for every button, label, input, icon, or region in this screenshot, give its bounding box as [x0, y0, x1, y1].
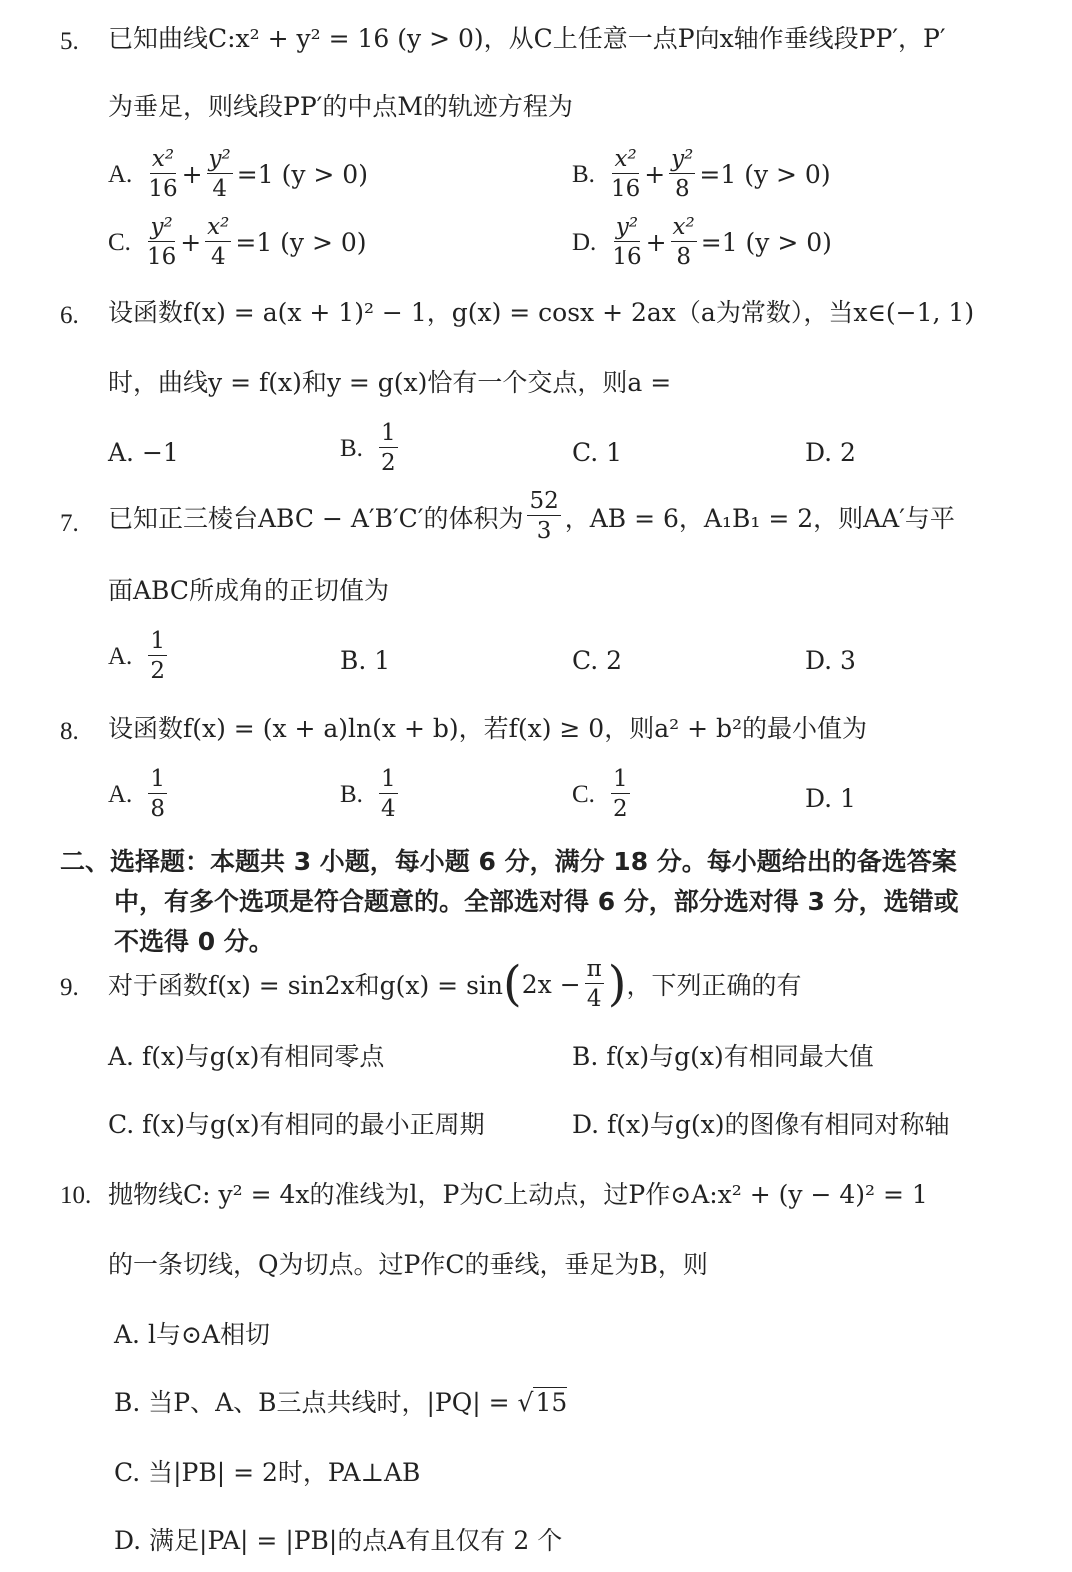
fraction: $\frac{1}{2}$	[612, 766, 628, 822]
q7-option-a[interactable]	[108, 630, 171, 683]
q10-stem-line2: 的一条切线，Q为切点。过P作C的垂线，垂足为B，则	[108, 1250, 708, 1279]
q8-option-a[interactable]	[108, 768, 171, 821]
option-label: B.	[572, 160, 595, 188]
q5-option-a[interactable]: A. $\frac{\text{x²}}{16}$ + $\frac{\text{y²}}{4}$ =1 (y > 0)	[108, 146, 368, 202]
q8-option-b[interactable]	[340, 768, 402, 821]
q9-option-b[interactable]: B. f(x)与g(x)有相同最大值	[572, 1042, 874, 1071]
q6-option-c[interactable]: C. 1	[572, 438, 623, 467]
q5-number: 5.	[60, 28, 79, 55]
fraction: $\frac{\text{y²}}{4}$	[208, 146, 231, 202]
section-heading-line1: 二、选择题：本题共 3 小题，每小题 6 分，满分 18 分。每小题给出的备选答案	[60, 847, 957, 876]
option-label: C.	[572, 780, 595, 808]
option-label: A.	[108, 780, 133, 808]
fraction: $\frac{1}{2}$	[380, 420, 396, 476]
q9-option-a[interactable]: A. f(x)与g(x)有相同零点	[108, 1042, 385, 1071]
q6-option-a[interactable]: A. −1	[108, 438, 179, 467]
equation-tail: =1 (y > 0)	[235, 228, 367, 257]
q6-number: 6.	[60, 302, 79, 329]
fraction: $\frac{\text{x²}}{4}$	[207, 214, 230, 270]
fraction: $\frac{\text{y²}}{16}$	[146, 214, 177, 270]
q6-option-b[interactable]	[340, 422, 402, 475]
option-label: D.	[572, 228, 597, 256]
q6-stem-line1: 设函数f(x) = a(x + 1)² − 1，g(x) = cosx + 2ax（a为常数），当x∈(−1, 1)	[108, 298, 975, 327]
q9-option-d[interactable]: D. f(x)与g(x)的图像有相同对称轴	[572, 1110, 950, 1139]
fraction: $\frac{1}{2}$	[150, 628, 165, 684]
equation-tail: =1 (y > 0)	[699, 160, 831, 189]
q9-number: 9.	[60, 974, 79, 1001]
q7-option-b[interactable]: B. 1	[340, 646, 391, 675]
equation-tail: =1 (y > 0)	[700, 228, 832, 257]
section-heading-line3: 不选得 0 分。	[114, 927, 274, 956]
fraction: $\frac{\text{x²}}{16}$	[148, 146, 178, 202]
fraction: $\frac{\text{y²}}{16}$	[612, 214, 642, 270]
q8-stem: 设函数f(x) = (x + a)ln(x + b)，若f(x) ≥ 0，则a² + b²的最小值为	[108, 714, 867, 743]
fraction: $\frac{1}{4}$	[380, 766, 396, 822]
q8-option-c[interactable]	[572, 768, 634, 821]
option-label: C.	[108, 228, 131, 256]
q5-stem-line2: 为垂足，则线段PP′的中点M的轨迹方程为	[108, 92, 573, 121]
option-label: A.	[108, 160, 133, 188]
q6-option-d[interactable]: D. 2	[805, 438, 856, 467]
fraction: $\frac{52}{3}$	[529, 488, 559, 544]
q10-option-c[interactable]: C. 当|PB| = 2时，PA⊥AB	[114, 1458, 421, 1487]
q9-option-c[interactable]: C. f(x)与g(x)有相同的最小正周期	[108, 1110, 485, 1139]
q5-stem-line1: 已知曲线C:x² + y² = 16 (y > 0)，从C上任意一点P向x轴作垂线段PP′，P′	[108, 24, 946, 53]
q10-stem-line1: 抛物线C: y² = 4x的准线为l，P为C上动点，过P作⊙A:x² + (y − 4)² = 1	[108, 1180, 928, 1209]
q10-option-b[interactable]: B. 当P、A、B三点共线时，|PQ| = √15	[114, 1388, 568, 1417]
q6-stem-line2: 时，曲线y = f(x)和y = g(x)恰有一个交点，则a =	[108, 368, 672, 397]
q7-stem-line1: 已知正三棱台ABC − A′B′C′的体积为 $\frac{52}{3}$ ，AB = 6，A₁B₁ = 2，则AA′与平	[108, 488, 955, 544]
q10-option-d[interactable]: D. 满足|PA| = |PB|的点A有且仅有 2 个	[114, 1526, 563, 1555]
q7-number: 7.	[60, 510, 79, 537]
q10-number: 10.	[60, 1182, 92, 1209]
q7-option-c[interactable]: C. 2	[572, 646, 623, 675]
q5-option-d[interactable]: D. $\frac{\text{y²}}{16}$ + $\frac{\text{x²}}{8}$ =1 (y > 0)	[572, 214, 832, 270]
q7-stem-line2: 面ABC所成角的正切值为	[108, 576, 390, 605]
fraction: $\frac{\text{x²}}{16}$	[610, 146, 641, 202]
option-label: A.	[108, 642, 133, 670]
option-label: B.	[340, 780, 363, 808]
fraction: $\frac{\pi}{4}$	[586, 955, 602, 1012]
fraction: $\frac{\text{x²}}{8}$	[672, 214, 695, 270]
fraction: $\frac{1}{8}$	[150, 766, 165, 822]
q10-option-a[interactable]: A. l与⊙A相切	[114, 1320, 270, 1349]
q8-number: 8.	[60, 718, 79, 745]
sqrt-radicand: 15	[535, 1388, 568, 1417]
q7-option-d[interactable]: D. 3	[805, 646, 856, 675]
q9-stem: 对于函数f(x) = sin2x和g(x) = sin ( 2x − $\frac{\pi}{4}$ ) ，下列正确的有	[108, 955, 802, 1012]
fraction: $\frac{\text{y²}}{8}$	[671, 146, 694, 202]
q5-option-c[interactable]: C. $\frac{\text{y²}}{16}$ + $\frac{\text{x²}}{4}$ =1 (y > 0)	[108, 214, 367, 270]
equation-tail: =1 (y > 0)	[236, 160, 368, 189]
option-label: B.	[340, 434, 363, 462]
q5-option-b[interactable]: B. $\frac{\text{x²}}{16}$ + $\frac{\text{y²}}{8}$ =1 (y > 0)	[572, 146, 831, 202]
q8-option-d[interactable]: D. 1	[805, 784, 856, 813]
section-heading-line2: 中，有多个选项是符合题意的。全部选对得 6 分，部分选对得 3 分，选错或	[114, 887, 959, 916]
